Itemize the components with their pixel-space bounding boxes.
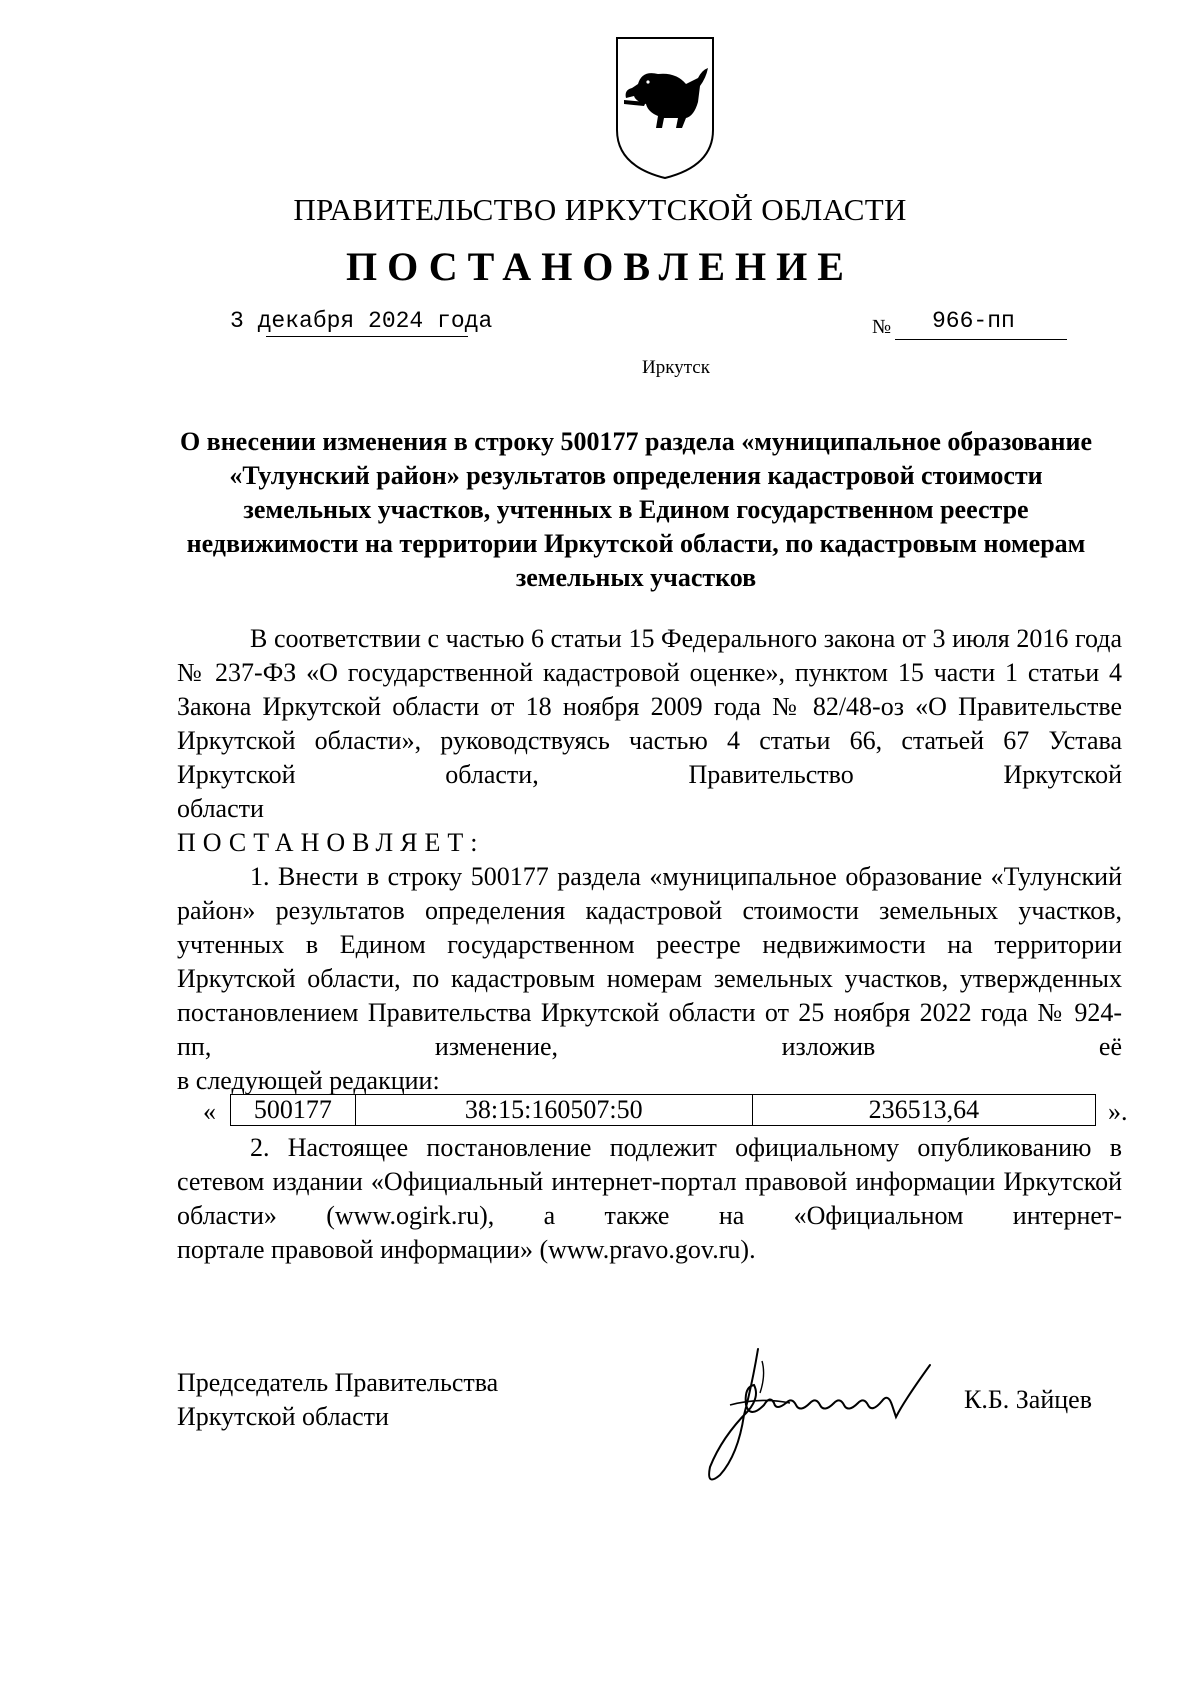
handwritten-signature — [700, 1345, 950, 1495]
item-2-paragraph: 2. Настоящее постановление подлежит официальному опубликованию в сетевом издании «Официальный интернет-портал правовой информации Иркутской области» (www.ogirk.ru), а также на «Официальном интернет- — [177, 1133, 1122, 1230]
signer-position-line-1: Председатель Правительства — [177, 1368, 499, 1397]
table-quote-close: ». — [1108, 1097, 1128, 1126]
table-cell-cadastral-number: 38:15:160507:50 — [355, 1095, 752, 1126]
document-type-title: ПОСТАНОВЛЕНИЕ — [346, 244, 854, 289]
document-date: 3 декабря 2024 года — [230, 308, 493, 334]
item-1-paragraph-end: в следующей редакции: — [177, 1066, 440, 1095]
coat-of-arms-emblem — [612, 32, 718, 182]
document-number: 966-пп — [932, 308, 1015, 334]
cadastral-value-table — [230, 1094, 1096, 1126]
signer-position — [177, 1366, 498, 1434]
document-city: Иркутск — [642, 357, 710, 378]
resolves-heading: ПОСТАНОВЛЯЕТ: — [177, 828, 485, 857]
table-quote-open: « — [203, 1097, 216, 1126]
table-cell-row-number: 500177 — [231, 1095, 356, 1126]
signer-name: К.Б. Зайцев — [964, 1385, 1092, 1414]
table-row — [231, 1095, 1096, 1126]
preamble-paragraph-end: области — [177, 794, 264, 823]
item-2-paragraph-end: портале правовой информации» (www.pravo.gov.ru). — [177, 1235, 756, 1264]
preamble-paragraph: В соответствии с частью 6 статьи 15 Федерального закона от 3 июля 2016 года № 237-ФЗ «О государственной кадастровой оценке», пунктом 15 части 1 статьи 4 Закона Иркутской области от 18 ноября 2009 года № 82/48-оз «О Правительстве Иркутской области», руководствуясь частью 4 статьи 66, статьей 67 Устава Иркутской области, Правительство Иркутской — [177, 624, 1122, 789]
number-underline — [895, 339, 1067, 340]
item-1-paragraph: 1. Внести в строку 500177 раздела «муниципальное образование «Тулунский район» результатов определения кадастровой стоимости земельных участков, учтенных в Едином государственном реестре недвижимости на территории Иркутской области, по кадастровым номерам земельных участков, утвержденных постановлением Правительства Иркутской области от 25 ноября 2022 года № 924-пп, изменение, изложив её — [177, 862, 1122, 1061]
number-sign: № — [872, 316, 892, 338]
table-cell-cadastral-value: 236513,64 — [752, 1095, 1095, 1126]
date-underline — [266, 336, 468, 337]
document-heading: О внесении изменения в строку 500177 раздела «муниципальное образование «Тулунский район» результатов определения кадастровой стоимости земельных участков, учтенных в Едином государственном реестре недвижимости на территории Иркутской области, по кадастровым номерам земельных участков — [179, 427, 1093, 592]
signer-position-line-2: Иркутской области — [177, 1402, 389, 1431]
government-title: ПРАВИТЕЛЬСТВО ИРКУТСКОЙ ОБЛАСТИ — [293, 192, 907, 227]
